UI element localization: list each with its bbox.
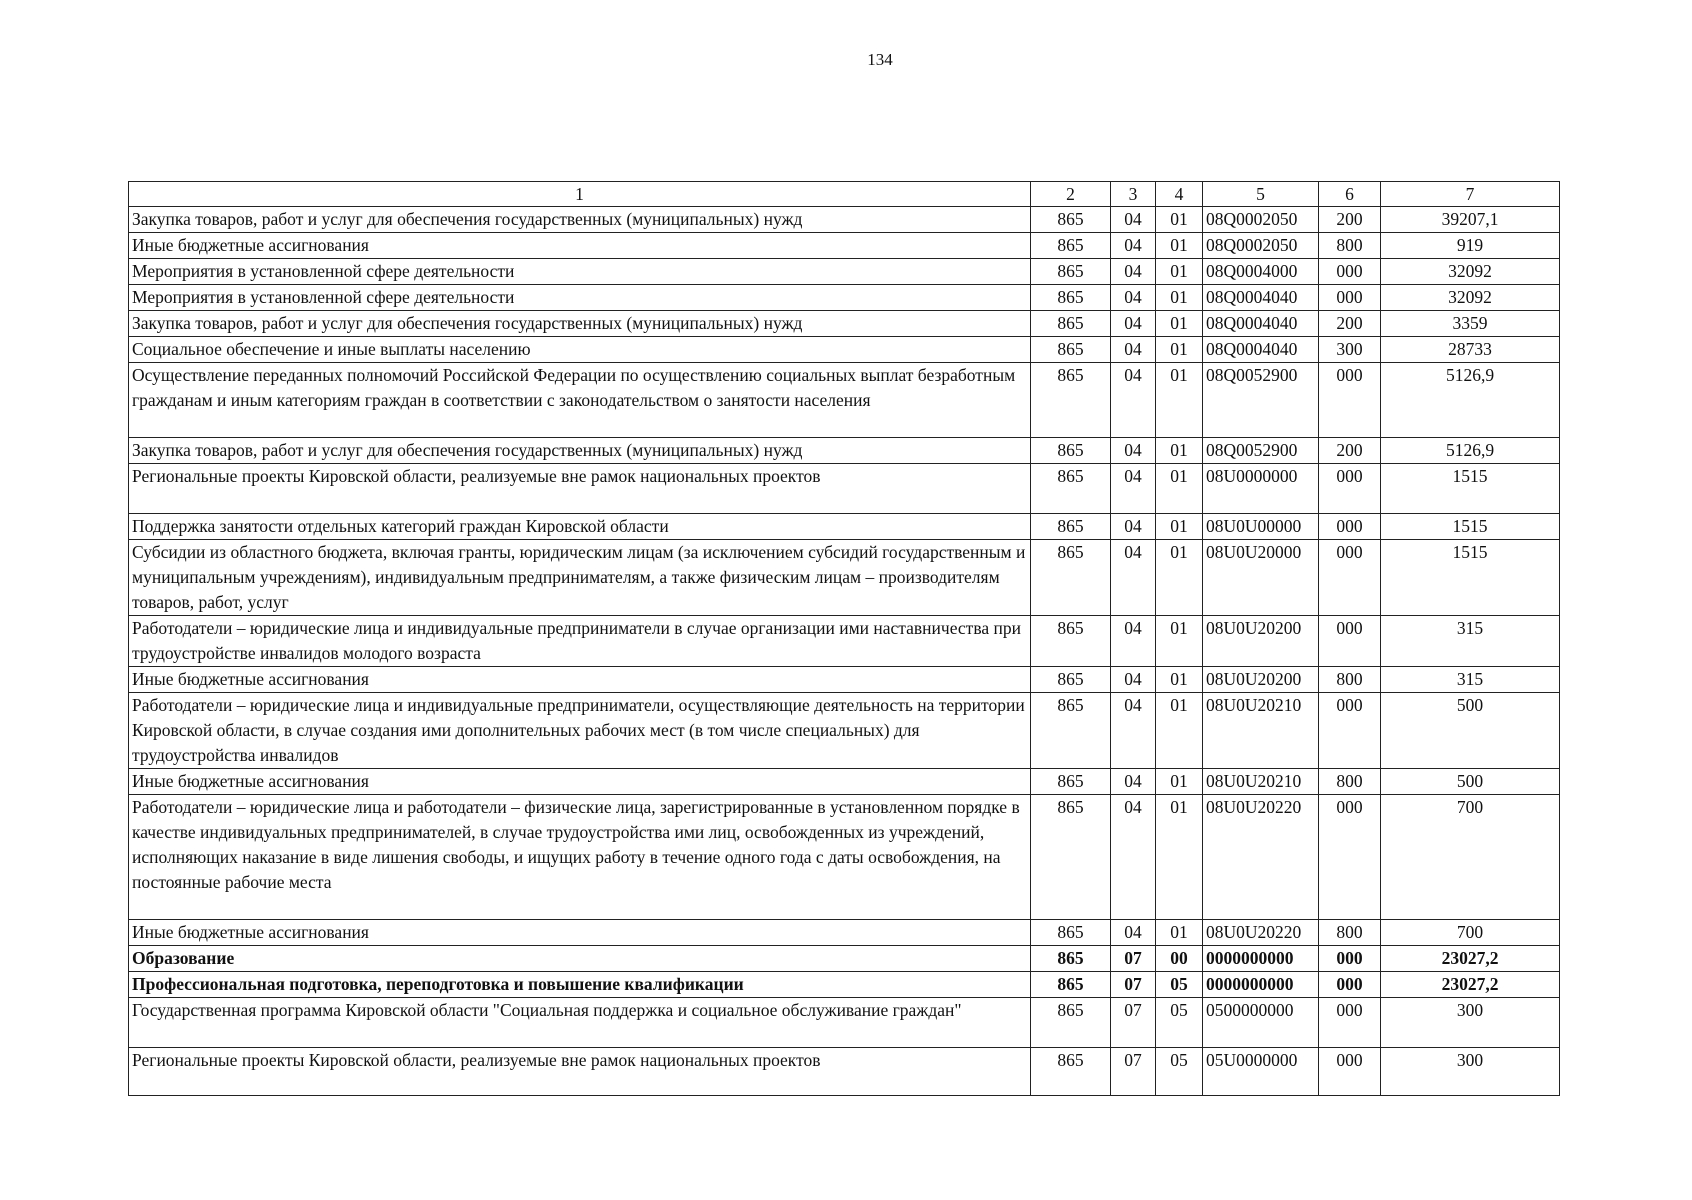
column-header: 5 xyxy=(1203,182,1319,207)
row-name: Иные бюджетные ассигнования xyxy=(129,769,1031,795)
row-grbs: 865 xyxy=(1031,438,1111,464)
row-section: 04 xyxy=(1111,233,1156,259)
table-row xyxy=(129,769,1560,795)
row-expense-type: 000 xyxy=(1319,1048,1381,1096)
row-amount: 3359 xyxy=(1381,311,1560,337)
row-subsection: 01 xyxy=(1156,285,1203,311)
row-subsection: 05 xyxy=(1156,1048,1203,1096)
table-header-row xyxy=(129,182,1560,207)
row-subsection: 01 xyxy=(1156,259,1203,285)
row-name: Мероприятия в установленной сфере деятельности xyxy=(129,285,1031,311)
row-amount: 315 xyxy=(1381,667,1560,693)
row-subsection: 01 xyxy=(1156,337,1203,363)
row-name: Социальное обеспечение и иные выплаты населению xyxy=(129,337,1031,363)
row-section: 04 xyxy=(1111,259,1156,285)
table-row xyxy=(129,438,1560,464)
table-body xyxy=(129,207,1560,1096)
row-name: Иные бюджетные ассигнования xyxy=(129,233,1031,259)
row-name: Образование xyxy=(129,946,1031,972)
row-section: 04 xyxy=(1111,438,1156,464)
row-section: 04 xyxy=(1111,920,1156,946)
row-section: 07 xyxy=(1111,1048,1156,1096)
row-name: Закупка товаров, работ и услуг для обеспечения государственных (муниципальных) нужд xyxy=(129,207,1031,233)
row-expense-type: 000 xyxy=(1319,259,1381,285)
row-expense-type: 800 xyxy=(1319,769,1381,795)
row-amount: 32092 xyxy=(1381,285,1560,311)
row-expense-type: 000 xyxy=(1319,998,1381,1048)
row-section: 04 xyxy=(1111,616,1156,667)
row-section: 04 xyxy=(1111,311,1156,337)
row-subsection: 01 xyxy=(1156,363,1203,438)
row-target-article: 08Q0002050 xyxy=(1203,233,1319,259)
row-grbs: 865 xyxy=(1031,285,1111,311)
column-header: 6 xyxy=(1319,182,1381,207)
row-target-article: 08U0U20200 xyxy=(1203,667,1319,693)
table-row xyxy=(129,540,1560,616)
row-name: Государственная программа Кировской области "Социальная поддержка и социальное обслуживание граждан" xyxy=(129,998,1031,1048)
row-expense-type: 000 xyxy=(1319,363,1381,438)
row-section: 07 xyxy=(1111,998,1156,1048)
row-target-article: 08Q0004040 xyxy=(1203,337,1319,363)
row-amount: 39207,1 xyxy=(1381,207,1560,233)
row-amount: 500 xyxy=(1381,693,1560,769)
row-expense-type: 000 xyxy=(1319,946,1381,972)
row-amount: 1515 xyxy=(1381,464,1560,514)
row-name: Иные бюджетные ассигнования xyxy=(129,667,1031,693)
row-target-article: 08U0U20200 xyxy=(1203,616,1319,667)
row-target-article: 08Q0004000 xyxy=(1203,259,1319,285)
row-subsection: 01 xyxy=(1156,540,1203,616)
row-section: 04 xyxy=(1111,514,1156,540)
row-section: 04 xyxy=(1111,207,1156,233)
row-subsection: 01 xyxy=(1156,233,1203,259)
row-expense-type: 000 xyxy=(1319,464,1381,514)
row-expense-type: 200 xyxy=(1319,311,1381,337)
row-target-article: 08U0U20210 xyxy=(1203,769,1319,795)
row-amount: 28733 xyxy=(1381,337,1560,363)
row-target-article: 08U0U00000 xyxy=(1203,514,1319,540)
row-name: Закупка товаров, работ и услуг для обеспечения государственных (муниципальных) нужд xyxy=(129,438,1031,464)
row-grbs: 865 xyxy=(1031,514,1111,540)
row-target-article: 08Q0004040 xyxy=(1203,285,1319,311)
row-amount: 700 xyxy=(1381,795,1560,920)
row-grbs: 865 xyxy=(1031,337,1111,363)
row-amount: 23027,2 xyxy=(1381,946,1560,972)
row-subsection: 00 xyxy=(1156,946,1203,972)
row-subsection: 01 xyxy=(1156,667,1203,693)
row-target-article: 08Q0002050 xyxy=(1203,207,1319,233)
row-subsection: 01 xyxy=(1156,514,1203,540)
row-target-article: 08U0U20000 xyxy=(1203,540,1319,616)
row-grbs: 865 xyxy=(1031,311,1111,337)
row-target-article: 0500000000 xyxy=(1203,998,1319,1048)
row-amount: 5126,9 xyxy=(1381,363,1560,438)
row-grbs: 865 xyxy=(1031,1048,1111,1096)
row-section: 04 xyxy=(1111,769,1156,795)
row-target-article: 08Q0052900 xyxy=(1203,363,1319,438)
row-amount: 919 xyxy=(1381,233,1560,259)
row-name: Субсидии из областного бюджета, включая гранты, юридическим лицам (за исключением субсидий государственным и муниципальным учреждениям), индивидуальным предпринимателям, а также физическим лицам – производителям товаров, работ, услуг xyxy=(129,540,1031,616)
table-row xyxy=(129,693,1560,769)
row-expense-type: 800 xyxy=(1319,233,1381,259)
table-row xyxy=(129,337,1560,363)
table-row xyxy=(129,920,1560,946)
table-row xyxy=(129,946,1560,972)
row-expense-type: 200 xyxy=(1319,438,1381,464)
row-grbs: 865 xyxy=(1031,769,1111,795)
row-amount: 700 xyxy=(1381,920,1560,946)
row-grbs: 865 xyxy=(1031,667,1111,693)
row-section: 04 xyxy=(1111,363,1156,438)
row-grbs: 865 xyxy=(1031,795,1111,920)
row-name: Профессиональная подготовка, переподготовка и повышение квалификации xyxy=(129,972,1031,998)
row-grbs: 865 xyxy=(1031,259,1111,285)
row-amount: 23027,2 xyxy=(1381,972,1560,998)
row-amount: 1515 xyxy=(1381,540,1560,616)
row-grbs: 865 xyxy=(1031,464,1111,514)
row-target-article: 08U0U20220 xyxy=(1203,795,1319,920)
row-expense-type: 200 xyxy=(1319,207,1381,233)
row-name: Региональные проекты Кировской области, реализуемые вне рамок национальных проектов xyxy=(129,1048,1031,1096)
row-target-article: 08U0U20220 xyxy=(1203,920,1319,946)
row-grbs: 865 xyxy=(1031,363,1111,438)
row-amount: 1515 xyxy=(1381,514,1560,540)
column-header: 4 xyxy=(1156,182,1203,207)
table-row xyxy=(129,233,1560,259)
table-row xyxy=(129,363,1560,438)
row-grbs: 865 xyxy=(1031,946,1111,972)
row-section: 07 xyxy=(1111,972,1156,998)
row-amount: 300 xyxy=(1381,998,1560,1048)
row-amount: 32092 xyxy=(1381,259,1560,285)
row-name: Мероприятия в установленной сфере деятельности xyxy=(129,259,1031,285)
row-expense-type: 800 xyxy=(1319,667,1381,693)
row-subsection: 01 xyxy=(1156,616,1203,667)
table-row xyxy=(129,972,1560,998)
row-grbs: 865 xyxy=(1031,693,1111,769)
row-amount: 5126,9 xyxy=(1381,438,1560,464)
row-section: 04 xyxy=(1111,464,1156,514)
row-name: Региональные проекты Кировской области, реализуемые вне рамок национальных проектов xyxy=(129,464,1031,514)
column-header: 2 xyxy=(1031,182,1111,207)
row-expense-type: 000 xyxy=(1319,616,1381,667)
row-name: Закупка товаров, работ и услуг для обеспечения государственных (муниципальных) нужд xyxy=(129,311,1031,337)
column-header: 1 xyxy=(129,182,1031,207)
row-name: Работодатели – юридические лица и работодатели – физические лица, зарегистрированные в установленном порядке в качестве индивидуальных предпринимателей, в случае трудоустройства ими лиц, освобожденных из учреждений, исполняющих наказание в виде лишения свободы, и ищущих работу в течение одного года с даты освобождения, на постоянные рабочие места xyxy=(129,795,1031,920)
row-section: 04 xyxy=(1111,337,1156,363)
table-row xyxy=(129,795,1560,920)
row-section: 04 xyxy=(1111,540,1156,616)
row-section: 04 xyxy=(1111,795,1156,920)
table-row xyxy=(129,616,1560,667)
row-expense-type: 000 xyxy=(1319,693,1381,769)
column-header: 7 xyxy=(1381,182,1560,207)
row-name: Работодатели – юридические лица и индивидуальные предприниматели, осуществляющие деятельность на территории Кировской области, в случае создания ими дополнительных рабочих мест (в том числе специальных) для трудоустройства инвалидов xyxy=(129,693,1031,769)
row-grbs: 865 xyxy=(1031,972,1111,998)
row-name: Осуществление переданных полномочий Российской Федерации по осуществлению социальных выплат безработным гражданам и иным категориям граждан в соответствии с законодательством о занятости населения xyxy=(129,363,1031,438)
row-subsection: 05 xyxy=(1156,998,1203,1048)
row-section: 07 xyxy=(1111,946,1156,972)
row-grbs: 865 xyxy=(1031,998,1111,1048)
row-grbs: 865 xyxy=(1031,207,1111,233)
row-section: 04 xyxy=(1111,667,1156,693)
row-grbs: 865 xyxy=(1031,920,1111,946)
row-name: Иные бюджетные ассигнования xyxy=(129,920,1031,946)
row-target-article: 08U0U20210 xyxy=(1203,693,1319,769)
table-row xyxy=(129,207,1560,233)
row-target-article: 0000000000 xyxy=(1203,946,1319,972)
row-grbs: 865 xyxy=(1031,616,1111,667)
table-row xyxy=(129,311,1560,337)
table-row xyxy=(129,998,1560,1048)
row-section: 04 xyxy=(1111,285,1156,311)
row-subsection: 01 xyxy=(1156,438,1203,464)
table-row xyxy=(129,285,1560,311)
row-expense-type: 000 xyxy=(1319,285,1381,311)
row-subsection: 01 xyxy=(1156,464,1203,514)
table-row xyxy=(129,1048,1560,1096)
row-subsection: 05 xyxy=(1156,972,1203,998)
column-header: 3 xyxy=(1111,182,1156,207)
row-subsection: 01 xyxy=(1156,207,1203,233)
row-target-article: 05U0000000 xyxy=(1203,1048,1319,1096)
table-row xyxy=(129,464,1560,514)
budget-table xyxy=(128,181,1560,1096)
row-expense-type: 000 xyxy=(1319,972,1381,998)
table-row xyxy=(129,667,1560,693)
row-expense-type: 000 xyxy=(1319,795,1381,920)
row-target-article: 08U0000000 xyxy=(1203,464,1319,514)
row-amount: 500 xyxy=(1381,769,1560,795)
row-target-article: 08Q0052900 xyxy=(1203,438,1319,464)
row-grbs: 865 xyxy=(1031,540,1111,616)
row-expense-type: 300 xyxy=(1319,337,1381,363)
row-expense-type: 800 xyxy=(1319,920,1381,946)
row-expense-type: 000 xyxy=(1319,514,1381,540)
row-subsection: 01 xyxy=(1156,693,1203,769)
row-name: Поддержка занятости отдельных категорий граждан Кировской области xyxy=(129,514,1031,540)
row-grbs: 865 xyxy=(1031,233,1111,259)
row-subsection: 01 xyxy=(1156,311,1203,337)
row-name: Работодатели – юридические лица и индивидуальные предприниматели в случае организации ими наставничества при трудоустройстве инвалидов молодого возраста xyxy=(129,616,1031,667)
row-section: 04 xyxy=(1111,693,1156,769)
row-expense-type: 000 xyxy=(1319,540,1381,616)
row-subsection: 01 xyxy=(1156,795,1203,920)
row-target-article: 0000000000 xyxy=(1203,972,1319,998)
row-amount: 300 xyxy=(1381,1048,1560,1096)
row-amount: 315 xyxy=(1381,616,1560,667)
table-row xyxy=(129,259,1560,285)
table-row xyxy=(129,514,1560,540)
row-target-article: 08Q0004040 xyxy=(1203,311,1319,337)
row-subsection: 01 xyxy=(1156,920,1203,946)
row-subsection: 01 xyxy=(1156,769,1203,795)
page-number: 134 xyxy=(867,50,893,69)
